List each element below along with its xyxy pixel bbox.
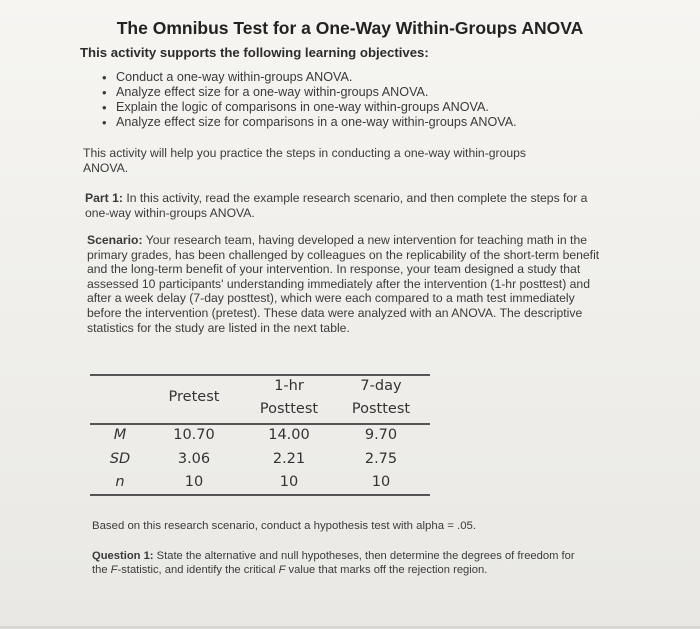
part1-text: In this activity, read the example research scenario, and then complete the steps for a one-way within-groups ANOVA. <box>85 191 588 220</box>
intro-paragraph: This activity will help you practice the steps in conducting a one-way within-groups ANOVA. <box>83 146 527 175</box>
objectives-list <box>96 70 517 130</box>
question1-text-b: -statistic, and identify the critical <box>117 564 279 576</box>
f-symbol: F <box>110 564 118 576</box>
objective-item: • Analyze effect size for a one-way within-groups ANOVA. <box>96 85 517 100</box>
table-bottom-rule <box>90 494 430 496</box>
objectives-heading: This activity supports the following learning objectives: <box>80 45 429 60</box>
cell-sd-7day: 2.75 <box>364 451 398 467</box>
cell-sd-pretest: 3.06 <box>177 451 211 467</box>
objective-item: • Analyze effect size for comparisons in a one-way within-groups ANOVA. <box>96 115 517 130</box>
part1-label: Part 1: <box>85 191 123 205</box>
question1-label: Question 1: <box>92 550 154 562</box>
cell-mean-pretest: 10.70 <box>173 427 215 443</box>
descriptive-stats-table <box>90 368 430 498</box>
question1-text-a: State the alternative and null hypotheses, then determine the degrees of freedom for the <box>92 550 575 576</box>
cell-mean-7day: 9.70 <box>364 427 398 443</box>
row-label-mean: M <box>113 427 127 443</box>
cell-sd-1hr: 2.21 <box>272 451 306 467</box>
scenario-text: Your research team, having developed a new intervention for teaching math in the primary grades, has been challenged by colleagues on the replicability of the short-term benefit and the long-term benefit of your intervention. In response, your team designed a study that assessed 10 participants' understanding immediately after the intervention (1-hr posttest) and after a week delay (7-day posttest), which were each compared to a math test immediately before the intervention (pretest). These data were analyzed with an ANOVA. The descriptive statistics for the study are listed in the next table. <box>87 233 600 335</box>
f-symbol: F <box>278 564 286 576</box>
alpha-instruction: Based on this research scenario, conduct a hypothesis test with alpha = .05. <box>92 520 477 532</box>
part1-paragraph <box>85 191 605 220</box>
header-1hr-line1: 1-hr <box>274 378 304 394</box>
header-pretest: Pretest <box>168 389 220 405</box>
page-title: The Omnibus Test for a One-Way Within-Groups ANOVA <box>116 18 584 38</box>
row-label-sd: SD <box>109 451 131 467</box>
header-7day-line2: Posttest <box>351 401 411 417</box>
header-7day-line1: 7-day <box>360 378 402 394</box>
cell-n-1hr: 10 <box>279 474 299 490</box>
objective-item: • Conduct a one-way within-groups ANOVA. <box>96 70 517 85</box>
objective-item: • Explain the logic of comparisons in one-way within-groups ANOVA. <box>96 100 517 115</box>
cell-n-7day: 10 <box>371 474 391 490</box>
question1-text-c: value that marks off the rejection region. <box>285 564 488 576</box>
scenario-label: Scenario: <box>87 233 143 247</box>
table-header-rule <box>90 423 430 425</box>
scenario-paragraph <box>87 233 607 335</box>
cell-n-pretest: 10 <box>184 474 204 490</box>
table-top-rule <box>90 374 430 376</box>
row-label-n: n <box>115 474 125 490</box>
cell-mean-1hr: 14.00 <box>268 427 310 443</box>
header-1hr-line2: Posttest <box>259 401 319 417</box>
question1-paragraph <box>92 549 582 577</box>
